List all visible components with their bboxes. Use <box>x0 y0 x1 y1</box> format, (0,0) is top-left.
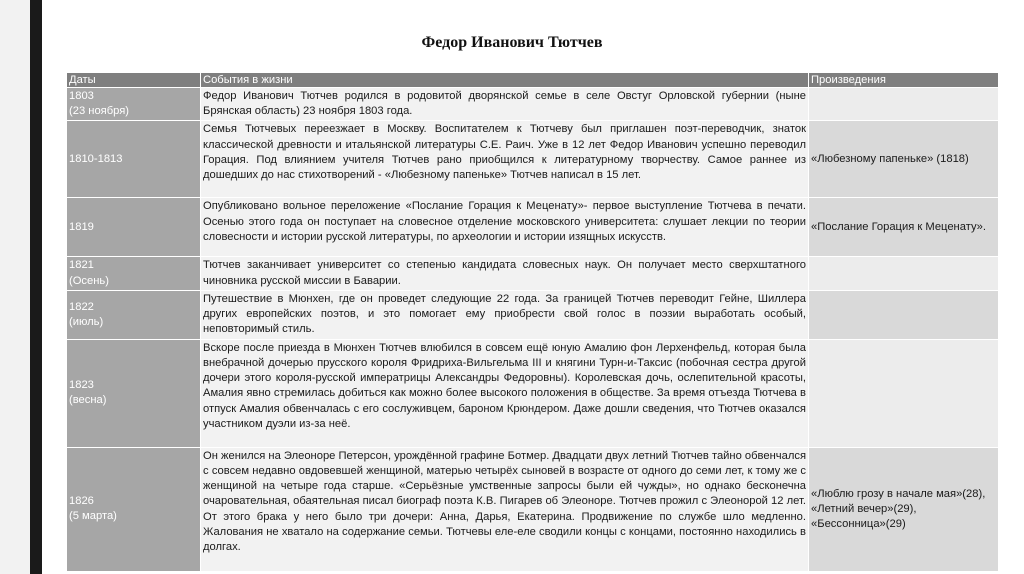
date-detail: (июль) <box>69 315 104 328</box>
work-cell: «Люблю грозу в начале мая»(28), «Летний вечер»(29), «Бессонница»(29) <box>809 447 999 571</box>
work-cell: «Послание Горация к Меценату». <box>809 198 999 257</box>
event-cell: Он женился на Элеоноре Петерсон, урождённой графине Ботмер. Двадцати двух летний Тютчев тайно обвенчался с совсем недавно овдовевшей женщиной, матерью четырёх сыновей в возрасте от одного до семи лет, к тому же с женщиной на четыре года старше. «Серьёзные умственные запросы были ей чужды», но однако бесконечна очаровательная, обаятельная писал биограф поэта К.В. Пигарев об Элеоноре. Тютчев прожил с Элеонорой 12 лет. От этого брака у него было три дочери: Анна, Дарья, Екатерина. Продвижение по службе шло медленно. Жалования не хватало на содержание семьи. Тютчевы еле-еле сводили концы с концами, постоянно находились в долгах. <box>201 447 809 571</box>
work-cell <box>809 290 999 339</box>
event-cell: Путешествие в Мюнхен, где он проведет следующие 22 года. За границей Тютчев переводит Гейне, Шиллера других европейских поэтов, и это помогает ему приобрести свой голос в поэзии выработать особый, неповторимый стиль. <box>201 290 809 339</box>
date-detail: (5 марта) <box>69 510 117 523</box>
date-detail: (23 ноября) <box>69 105 130 118</box>
event-cell: Вскоре после приезда в Мюнхен Тютчев влюбился в совсем ещё юную Амалию фон Лерхенфельд, которая была внебрачной дочерью прусского короля Фридриха-Вильгельма III и княгини Турн-и-Таксис (побочная сестра другой дочери этого короля-русской императрицы Александры Федоровны). Королевская дочь, ослепительной красоты, Амалия явно стремилась добиться как можно более высокого положения в обществе. За время отъезда Тютчева в отпуск Амалия обвенчалась с его сослуживцем, бароном Крюндером. Даже дошли сведения, что Тютчев оказался участником дуэли из-за неё. <box>201 339 809 447</box>
work-cell: «Любезному папеньке» (1818) <box>809 121 999 198</box>
table-row <box>67 88 999 121</box>
date-cell <box>67 290 201 339</box>
event-cell: Федор Иванович Тютчев родился в родовитой дворянской семье в селе Овстуг Орловской губернии (ныне Брянская область) 23 ноября 1803 года. <box>201 88 809 121</box>
table-row <box>67 198 999 257</box>
table-row <box>67 339 999 447</box>
date-cell <box>67 339 201 447</box>
column-header-events: События в жизни <box>201 73 809 88</box>
date-cell <box>67 121 201 198</box>
column-header-works: Произведения <box>809 73 999 88</box>
date-year: 1821 <box>69 259 94 272</box>
work-cell <box>809 88 999 121</box>
date-detail: (Осень) <box>69 274 109 287</box>
event-cell: Тютчев заканчивает университет со степенью кандидата словесных наук. Он получает место сверхштатного чиновника русской миссии в Баварии. <box>201 257 809 290</box>
table-header-row <box>67 73 999 88</box>
table-row <box>67 257 999 290</box>
column-header-dates: Даты <box>67 73 201 88</box>
date-detail: (весна) <box>69 394 107 407</box>
sidebar-stripe <box>30 0 42 574</box>
date-year: 1810-1813 <box>69 152 123 165</box>
date-year: 1803 <box>69 90 94 102</box>
biography-table <box>66 72 999 572</box>
date-cell <box>67 447 201 571</box>
event-cell: Опубликовано вольное переложение «Послание Горация к Меценату»- первое выступление Тютчева в печати. Осенью этого года он поступает на словесное отделение московского университета: слушает лекции по теории словесности и истории русской литературы, по археологии и истории изящных искусств. <box>201 198 809 257</box>
table-row <box>67 121 999 198</box>
date-year: 1819 <box>69 220 94 233</box>
work-cell <box>809 339 999 447</box>
event-cell: Семья Тютчевых переезжает в Москву. Воспитателем к Тютчеву был приглашен поэт-переводчик, знаток классической древности и итальянской литературы С.Е. Раич. Уже в 12 лет Федор Иванович успешно переводил Горация. Под влиянием учителя Тютчев рано приобщился к литературному творчеству. Самое раннее из дошедших до нас стихотворений - «Любезному папеньке» Тютчев написал в 15 лет. <box>201 121 809 198</box>
table-row <box>67 290 999 339</box>
date-cell <box>67 88 201 121</box>
date-year: 1826 <box>69 495 94 508</box>
page-title: Федор Иванович Тютчев <box>421 34 603 51</box>
date-year: 1822 <box>69 300 94 313</box>
date-year: 1823 <box>69 379 94 392</box>
date-cell <box>67 257 201 290</box>
work-cell <box>809 257 999 290</box>
table-row <box>67 447 999 571</box>
sidebar-bar <box>0 0 42 574</box>
date-cell <box>67 198 201 257</box>
